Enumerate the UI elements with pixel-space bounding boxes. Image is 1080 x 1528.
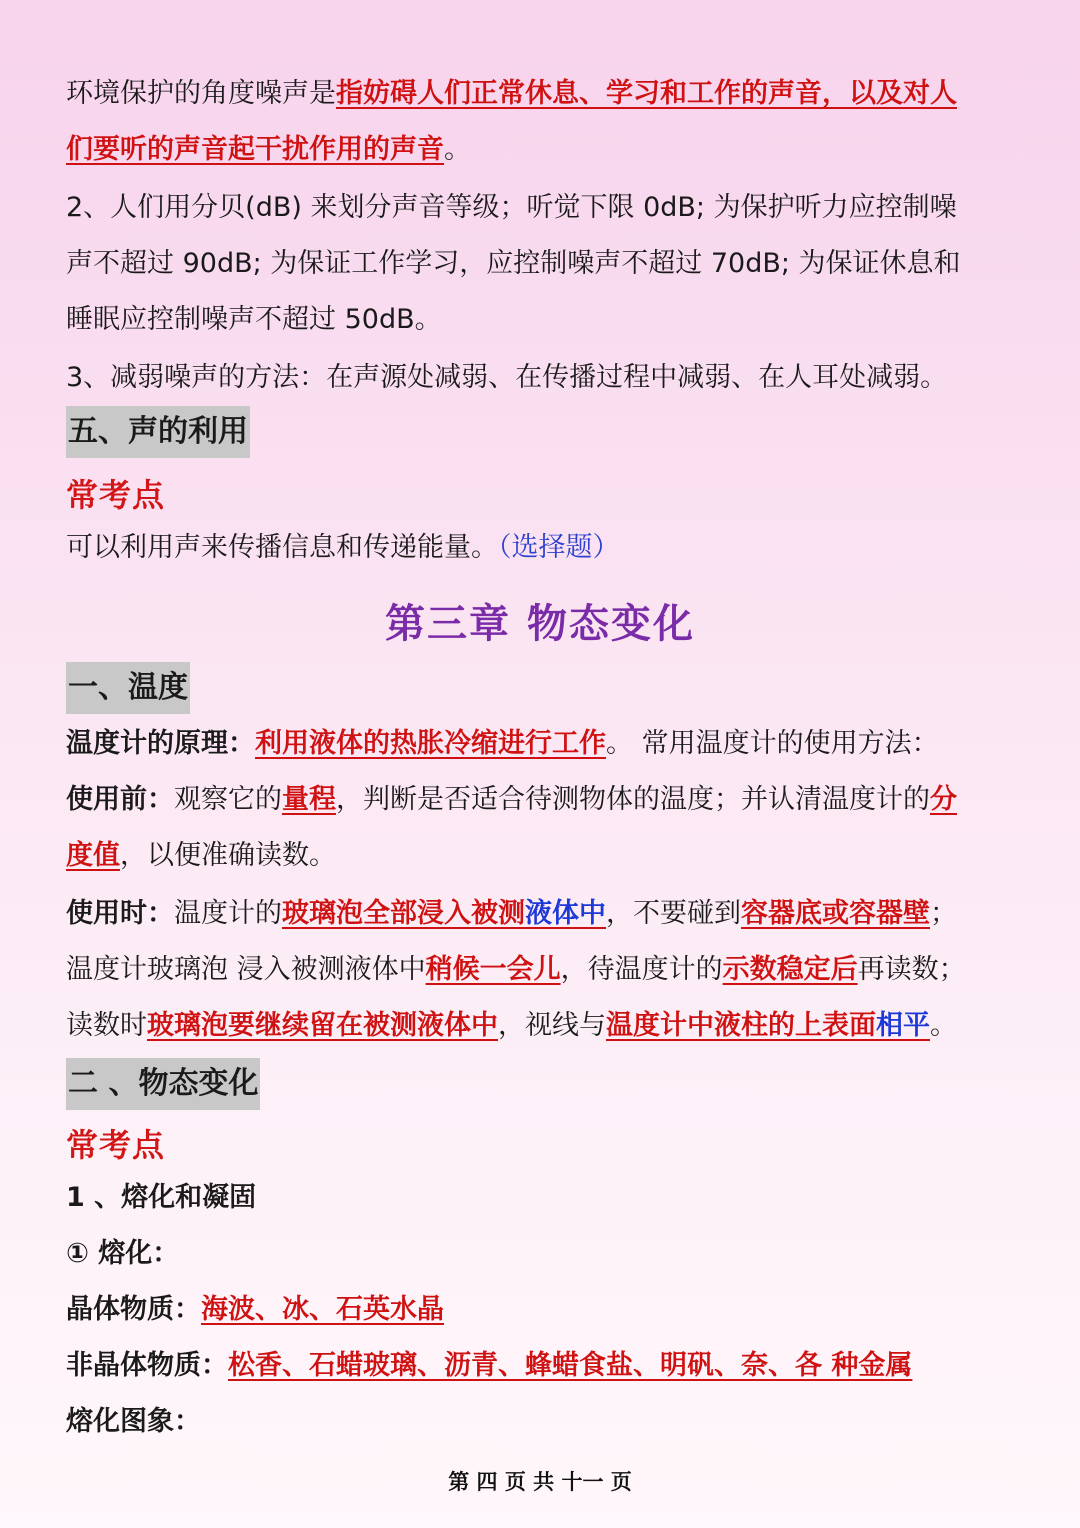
highlight-text-blue: 液体中	[525, 898, 606, 929]
page-number-footer: 第 四 页 共 十一 页	[448, 1470, 632, 1494]
highlight-text: 玻璃泡要继续留在被测液体中	[147, 1010, 498, 1041]
section-sound-use-title: 五、声的利用	[66, 406, 250, 458]
key-points-heading: 常考点	[66, 476, 166, 514]
highlight-text: 松香、石蜡玻璃、沥青、蜂蜡食盐、明矾、奈、各 种金属	[228, 1350, 913, 1381]
decibel-line-1: 2、人们用分贝(dB) 来划分声音等级；听觉下限 0dB; 为保护听力应控制噪	[66, 192, 957, 223]
text: ，视线与	[498, 1010, 606, 1041]
text: 。 常用温度计的使用方法：	[606, 728, 939, 759]
label: 晶体物质：	[66, 1294, 201, 1325]
highlight-text: 示数稳定后	[722, 954, 858, 985]
text: ，判断是否适合待测物体的温度；并认清温度计的	[336, 784, 930, 815]
label: 非晶体物质：	[66, 1350, 228, 1381]
before-use-line-2	[66, 836, 1020, 876]
highlight-text-blue: 相平	[876, 1010, 930, 1041]
text: ；	[930, 898, 957, 929]
text: 读数时	[66, 1010, 147, 1041]
chapter-title: 第三章 物态变化	[385, 601, 695, 647]
text: 再读数；	[857, 954, 966, 985]
highlight-text: 容器底或容器壁	[741, 898, 930, 929]
melting-solidifying-heading: 1 、熔化和凝固	[66, 1182, 257, 1213]
choice-tag: （选择题）	[498, 532, 620, 563]
text: ，不要碰到	[606, 898, 741, 929]
reduce-noise-line: 3、减弱噪声的方法：在声源处减弱、在传播过程中减弱、在人耳处减弱。	[66, 362, 948, 393]
label: 使用时：	[66, 898, 174, 929]
highlight-text: 指妨碍人们正常休息、学习和工作的声音，以及对人	[336, 78, 957, 109]
key-points-heading: 常考点	[66, 1126, 166, 1164]
sound-use-line	[66, 528, 1020, 568]
during-use-line-1	[66, 894, 1020, 934]
label: 使用前：	[66, 784, 174, 815]
text: ，待温度计的	[560, 954, 723, 985]
noise-definition-line-2	[66, 130, 1020, 170]
reading-line	[66, 1006, 1020, 1046]
highlight-text: 温度计中液柱的上表面	[606, 1010, 876, 1041]
text: 。	[444, 134, 471, 165]
highlight-text: 度值	[66, 840, 120, 871]
highlight-text: 利用液体的热胀冷缩进行工作	[255, 728, 606, 759]
text: 温度计的	[174, 898, 282, 929]
noise-definition-line-1	[66, 74, 1020, 114]
text: 可以利用声来传播信息和传递能量。	[66, 532, 498, 563]
noncrystal-line	[66, 1346, 1020, 1386]
during-use-line-2	[66, 950, 1020, 990]
text: 。	[930, 1010, 957, 1041]
thermometer-principle-line	[66, 724, 1020, 764]
highlight-text: 们要听的声音起干扰作用的声音	[66, 134, 444, 165]
section-state-change-title: 二 、物态变化	[66, 1058, 260, 1110]
before-use-line-1	[66, 780, 1020, 820]
highlight-text: 分	[930, 784, 957, 815]
decibel-line-2: 声不超过 90dB; 为保证工作学习，应控制噪声不超过 70dB; 为保证休息和	[66, 248, 961, 279]
highlight-text: 玻璃泡全部浸入被测	[282, 898, 525, 929]
highlight-text: 海波、冰、石英水晶	[201, 1294, 444, 1325]
highlight-text: 量程	[282, 784, 336, 815]
text: ，以便准确读数。	[120, 840, 336, 871]
melting-graph-label: 熔化图象：	[66, 1406, 201, 1437]
text: 温度计玻璃泡 浸入被测液体中	[66, 954, 426, 985]
crystal-line	[66, 1290, 1020, 1330]
decibel-line-3: 睡眠应控制噪声不超过 50dB。	[66, 304, 442, 335]
section-temperature-title: 一、温度	[66, 662, 190, 714]
melting-subheading: ① 熔化：	[66, 1238, 180, 1269]
text: 观察它的	[174, 784, 282, 815]
text: 环境保护的角度噪声是	[66, 78, 336, 109]
highlight-text: 稍候一会儿	[425, 954, 561, 985]
label: 温度计的原理：	[66, 728, 255, 759]
